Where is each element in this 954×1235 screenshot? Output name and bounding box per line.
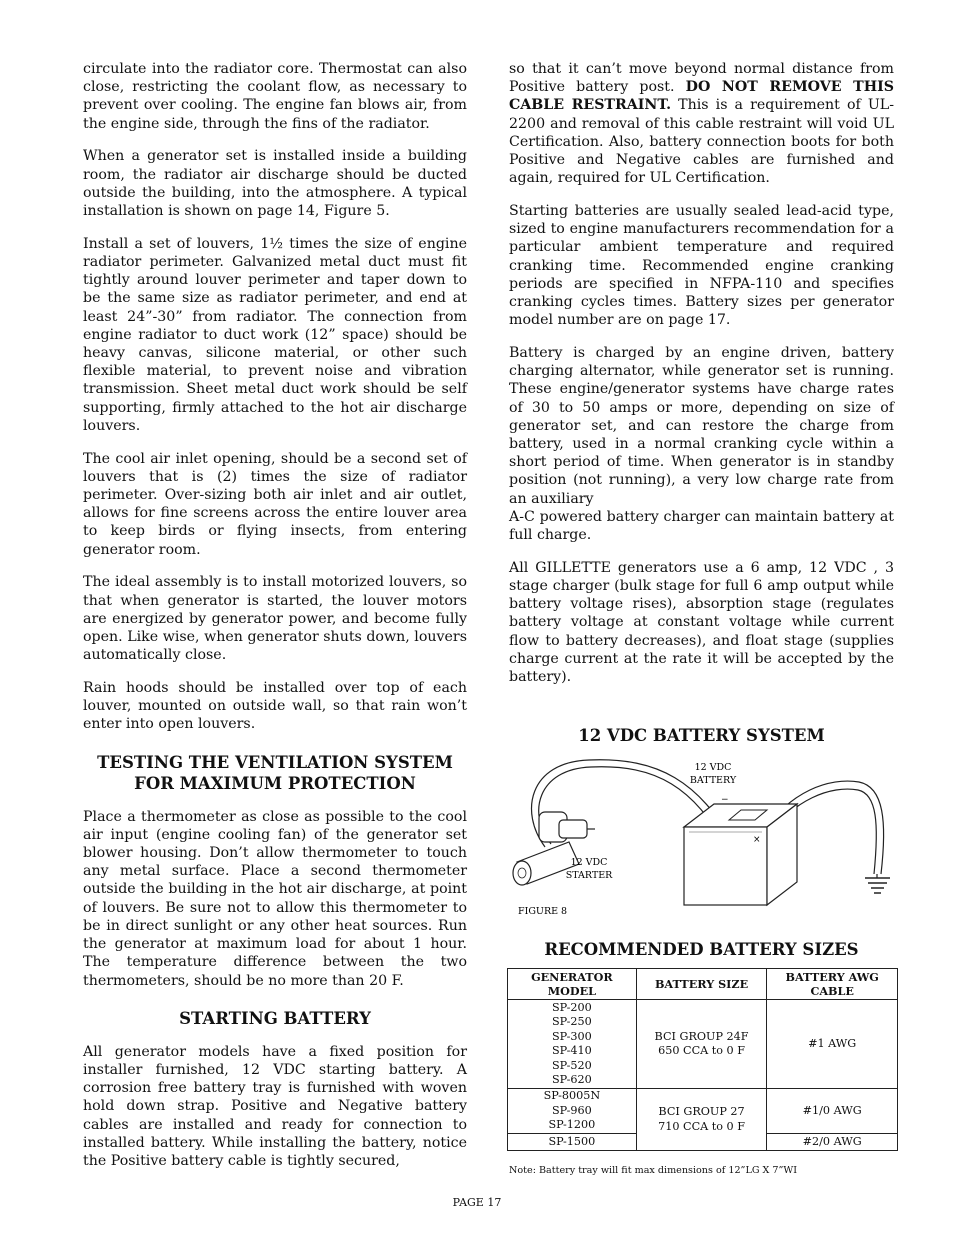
paragraph: The cool air inlet opening, should be a second set of louvers that is (2) times the size of radiator perimeter. Over-sizing both air inlet and air outlet, allows for fine screens across the entire louver area to keep birds or flying insects, from entering generator room. — [83, 450, 467, 558]
figure-title: 12 VDC BATTERY SYSTEM — [578, 726, 825, 745]
battery-system-figure — [509, 752, 899, 922]
heading-line: FOR MAXIMUM PROTECTION — [134, 773, 416, 793]
header-battery-size: BATTERY SIZE — [636, 969, 767, 1000]
paragraph: All generator models have a fixed position for installer furnished, 12 VDC starting battery. A corrosion free battery tray is furnished with woven hold down strap. Positive and Negative battery cables are installed and ready for connection to installed battery. While installing the battery, notice the Positive battery cable is tightly secured, — [83, 1043, 467, 1169]
battery-label: 12 VDC — [694, 762, 732, 773]
paragraph: Starting batteries are usually sealed lead-acid type, sized to engine manufacturers recommendation for a particular ambient temperature and required cranking time. Recommended engine cranking periods are specified in NFPA-110 and specifies cranking cycles times. Battery sizes per generator model number are on page 17. — [509, 203, 894, 329]
battery-drawing — [684, 795, 797, 905]
right-column — [509, 60, 894, 701]
awg-cell: #2/0 AWG — [767, 1134, 898, 1151]
svg-text:−: − — [721, 795, 729, 805]
figure-caption: FIGURE 8 — [518, 906, 568, 917]
svg-text:×: × — [753, 835, 761, 845]
paragraph: When a generator set is installed inside a building room, the radiator air discharge should be ducted outside the building, into the atmosphere. A typical installation is shown on page 14, Figure 5. — [83, 148, 467, 220]
header-model: GENERATOR MODEL — [508, 969, 637, 1000]
left-column — [83, 60, 467, 1185]
paragraph: Place a thermometer as close as possible to the cool air input (engine cooling fan) of the generator set blower housing. Don’t allow thermometer to touch any metal surface. Place a second thermometer outside the building in the hot air discharge, at point of louvers. Be sure not to allow this thermometer to be in direct sunlight or any other heat sources. Run the generator at maximum load for about 1 hour. The temperature difference between the two thermometers, should be no more than 20 F. — [83, 808, 467, 989]
ground-icon — [865, 874, 890, 893]
paragraph — [509, 60, 894, 187]
table-header-row — [508, 969, 898, 1000]
paragraph: A-C powered battery charger can maintain battery at full charge. — [509, 508, 894, 544]
paragraph: Install a set of louvers, 1½ times the size of engine radiator perimeter. Galvanized metal duct must fit tightly around louver perimeter and taper down to be the same size as radiator perimeter, and end at least 24”-30” from radiator. The connection from engine radiator to duct work (12” space) should be heavy canvas, silicone material, or other such flexible material, to prevent noise and vibration transmission. Sheet metal duct work should be self supporting, firmly attached to the hot air discharge louvers. — [83, 235, 467, 434]
table-row — [508, 1000, 898, 1089]
table-note: Note: Battery tray will fit max dimensions of 12”LG X 7”WI — [509, 1165, 798, 1176]
battery-size-table — [507, 968, 898, 1151]
page-number: PAGE 17 — [452, 1196, 502, 1209]
battery-size-cell: BCI GROUP 27 710 CCA to 0 F — [636, 1089, 767, 1151]
paragraph: circulate into the radiator core. Thermostat can also close, restricting the coolant flow, as necessary to prevent over cooling. The engine fan blows air, from the engine side, through the fins of the radiator. — [83, 61, 467, 132]
section-heading-testing — [83, 752, 467, 794]
model-cell: SP-1500 — [508, 1134, 637, 1151]
heading-line: TESTING THE VENTILATION SYSTEM — [97, 752, 453, 772]
text-run: This is a requirement of UL-2200 and removal of this cable restraint will void UL Certification. Also, battery connection boots for both Positive and Negative cables are furnished and again, required for UL Certification. — [509, 97, 894, 187]
table-title: RECOMMENDED BATTERY SIZES — [544, 940, 859, 959]
battery-size-cell: BCI GROUP 24F 650 CCA to 0 F — [636, 1000, 767, 1089]
warning-text: DO NOT REMOVE THIS CABLE RESTRAINT. — [509, 79, 894, 114]
paragraph: Battery is charged by an engine driven, battery charging alternator, while generator set is running. These engine/generator systems have charge rates of 30 to 50 amps or more, depending on size of generator set, and can restore the charge from battery, used in a normal cranking cycle within a short period of time. When generator is in standby position (not running), a very low charge rate from an auxiliary — [509, 345, 894, 507]
paragraph: All GILLETTE generators use a 6 amp, 12 VDC , 3 stage charger (bulk stage for full 6 amp output while battery voltage rises), absorption stage (regulates battery voltage at constant voltage while current flow to battery decreases), and float stage (supplies charge current at the rate it will be accepted by the battery). — [509, 559, 894, 686]
model-list: SP-200 SP-250 SP-300 SP-410 SP-520 SP-620 — [508, 1000, 637, 1089]
starter-label: 12 VDC — [570, 857, 608, 868]
battery-label: BATTERY — [689, 775, 737, 786]
model-list: SP-8005N SP-960 SP-1200 — [508, 1089, 637, 1134]
awg-cell: #1/0 AWG — [767, 1089, 898, 1134]
paragraph: Rain hoods should be installed over top of each louver, mounted on outside wall, so that rain won’t enter into open louvers. — [83, 680, 467, 733]
section-heading-starting-battery: STARTING BATTERY — [179, 1008, 371, 1028]
starter-label: STARTER — [565, 870, 613, 881]
awg-cell: #1 AWG — [767, 1000, 898, 1089]
text-run: so that it can’t move beyond normal distance from Positive battery post. — [509, 61, 894, 96]
header-awg: BATTERY AWG CABLE — [767, 969, 898, 1000]
table-row — [508, 1089, 898, 1134]
paragraph: The ideal assembly is to install motorized louvers, so that when generator is started, the louver motors are energized by generator power, and become fully open. Like wise, when generator shuts down, louvers automatically close. — [83, 574, 467, 664]
